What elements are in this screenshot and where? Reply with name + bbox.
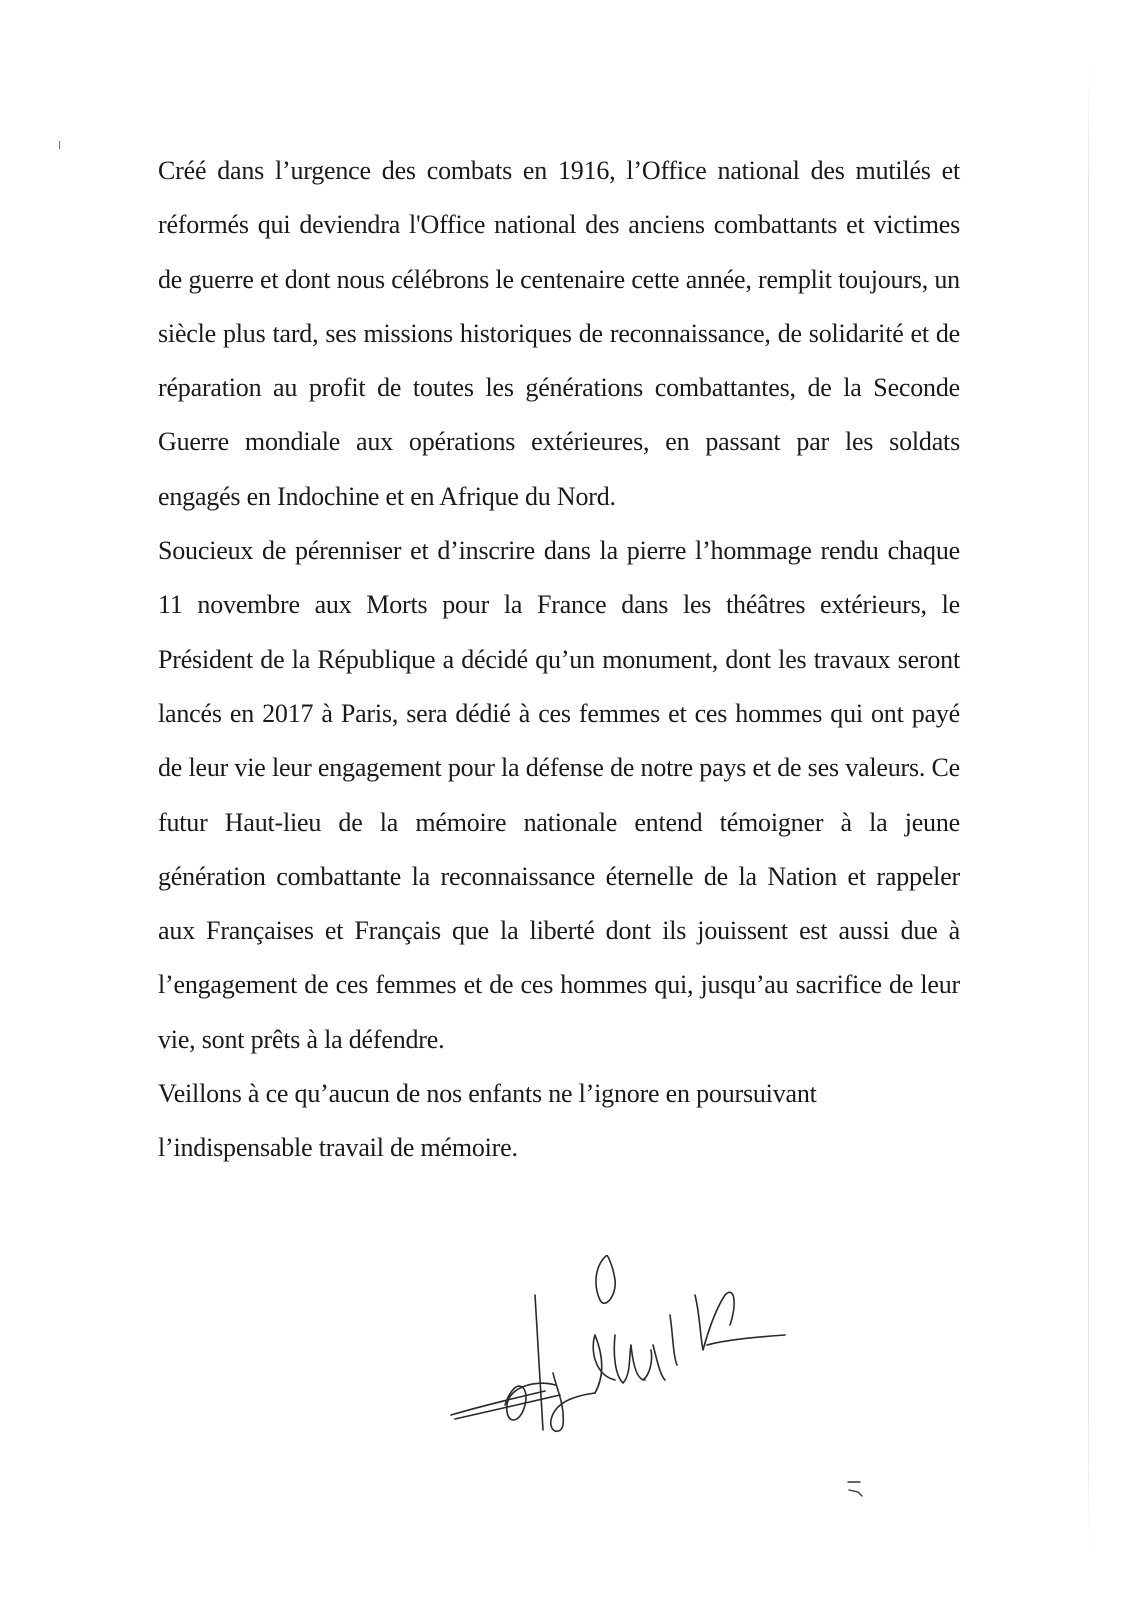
scan-artifact	[59, 141, 60, 149]
signature-icon	[445, 1255, 805, 1455]
page-mark-icon	[846, 1478, 864, 1498]
paragraph-office-national: Créé dans l’urgence des combats en 1916, l’Office national des mutilés et réformés qui deviendra l'Office national des anciens combattants et victimes de guerre et dont nous célébrons le centenaire cette année, remplit toujours, un siècle plus tard, ses missions historiques de reconnaissance, de solidarité et de réparation au profit de toutes les générations combattantes, de la Seconde Guerre mondiale aux opérations extérieures, en passant par les soldats engagés en Indochine et en Afrique du Nord.	[158, 156, 960, 511]
paragraph-closing: Veillons à ce qu’aucun de nos enfants ne l’ignore en poursuivant l’indispensable travail de mémoire.	[158, 1079, 817, 1163]
scan-edge-line	[1088, 60, 1089, 1560]
paragraph-monument: Soucieux de pérenniser et d’inscrire dans la pierre l’hommage rendu chaque 11 novembre aux Morts pour la France dans les théâtres extérieurs, le Président de la République a décidé qu’un monument, dont les travaux seront lancés en 2017 à Paris, sera dédié à ces femmes et ces hommes qui ont payé de leur vie leur engagement pour la défense de notre pays et de ses valeurs. Ce futur Haut-lieu de la mémoire nationale entend témoigner à la jeune génération combattante la reconnaissance éternelle de la Nation et rappeler aux Françaises et Français que la liberté dont ils jouissent est aussi due à l’engagement de ces femmes et de ces hommes qui, jusqu’au sacrifice de leur vie, sont prêts à la défendre.	[158, 536, 960, 1054]
letter-body	[158, 144, 960, 1176]
